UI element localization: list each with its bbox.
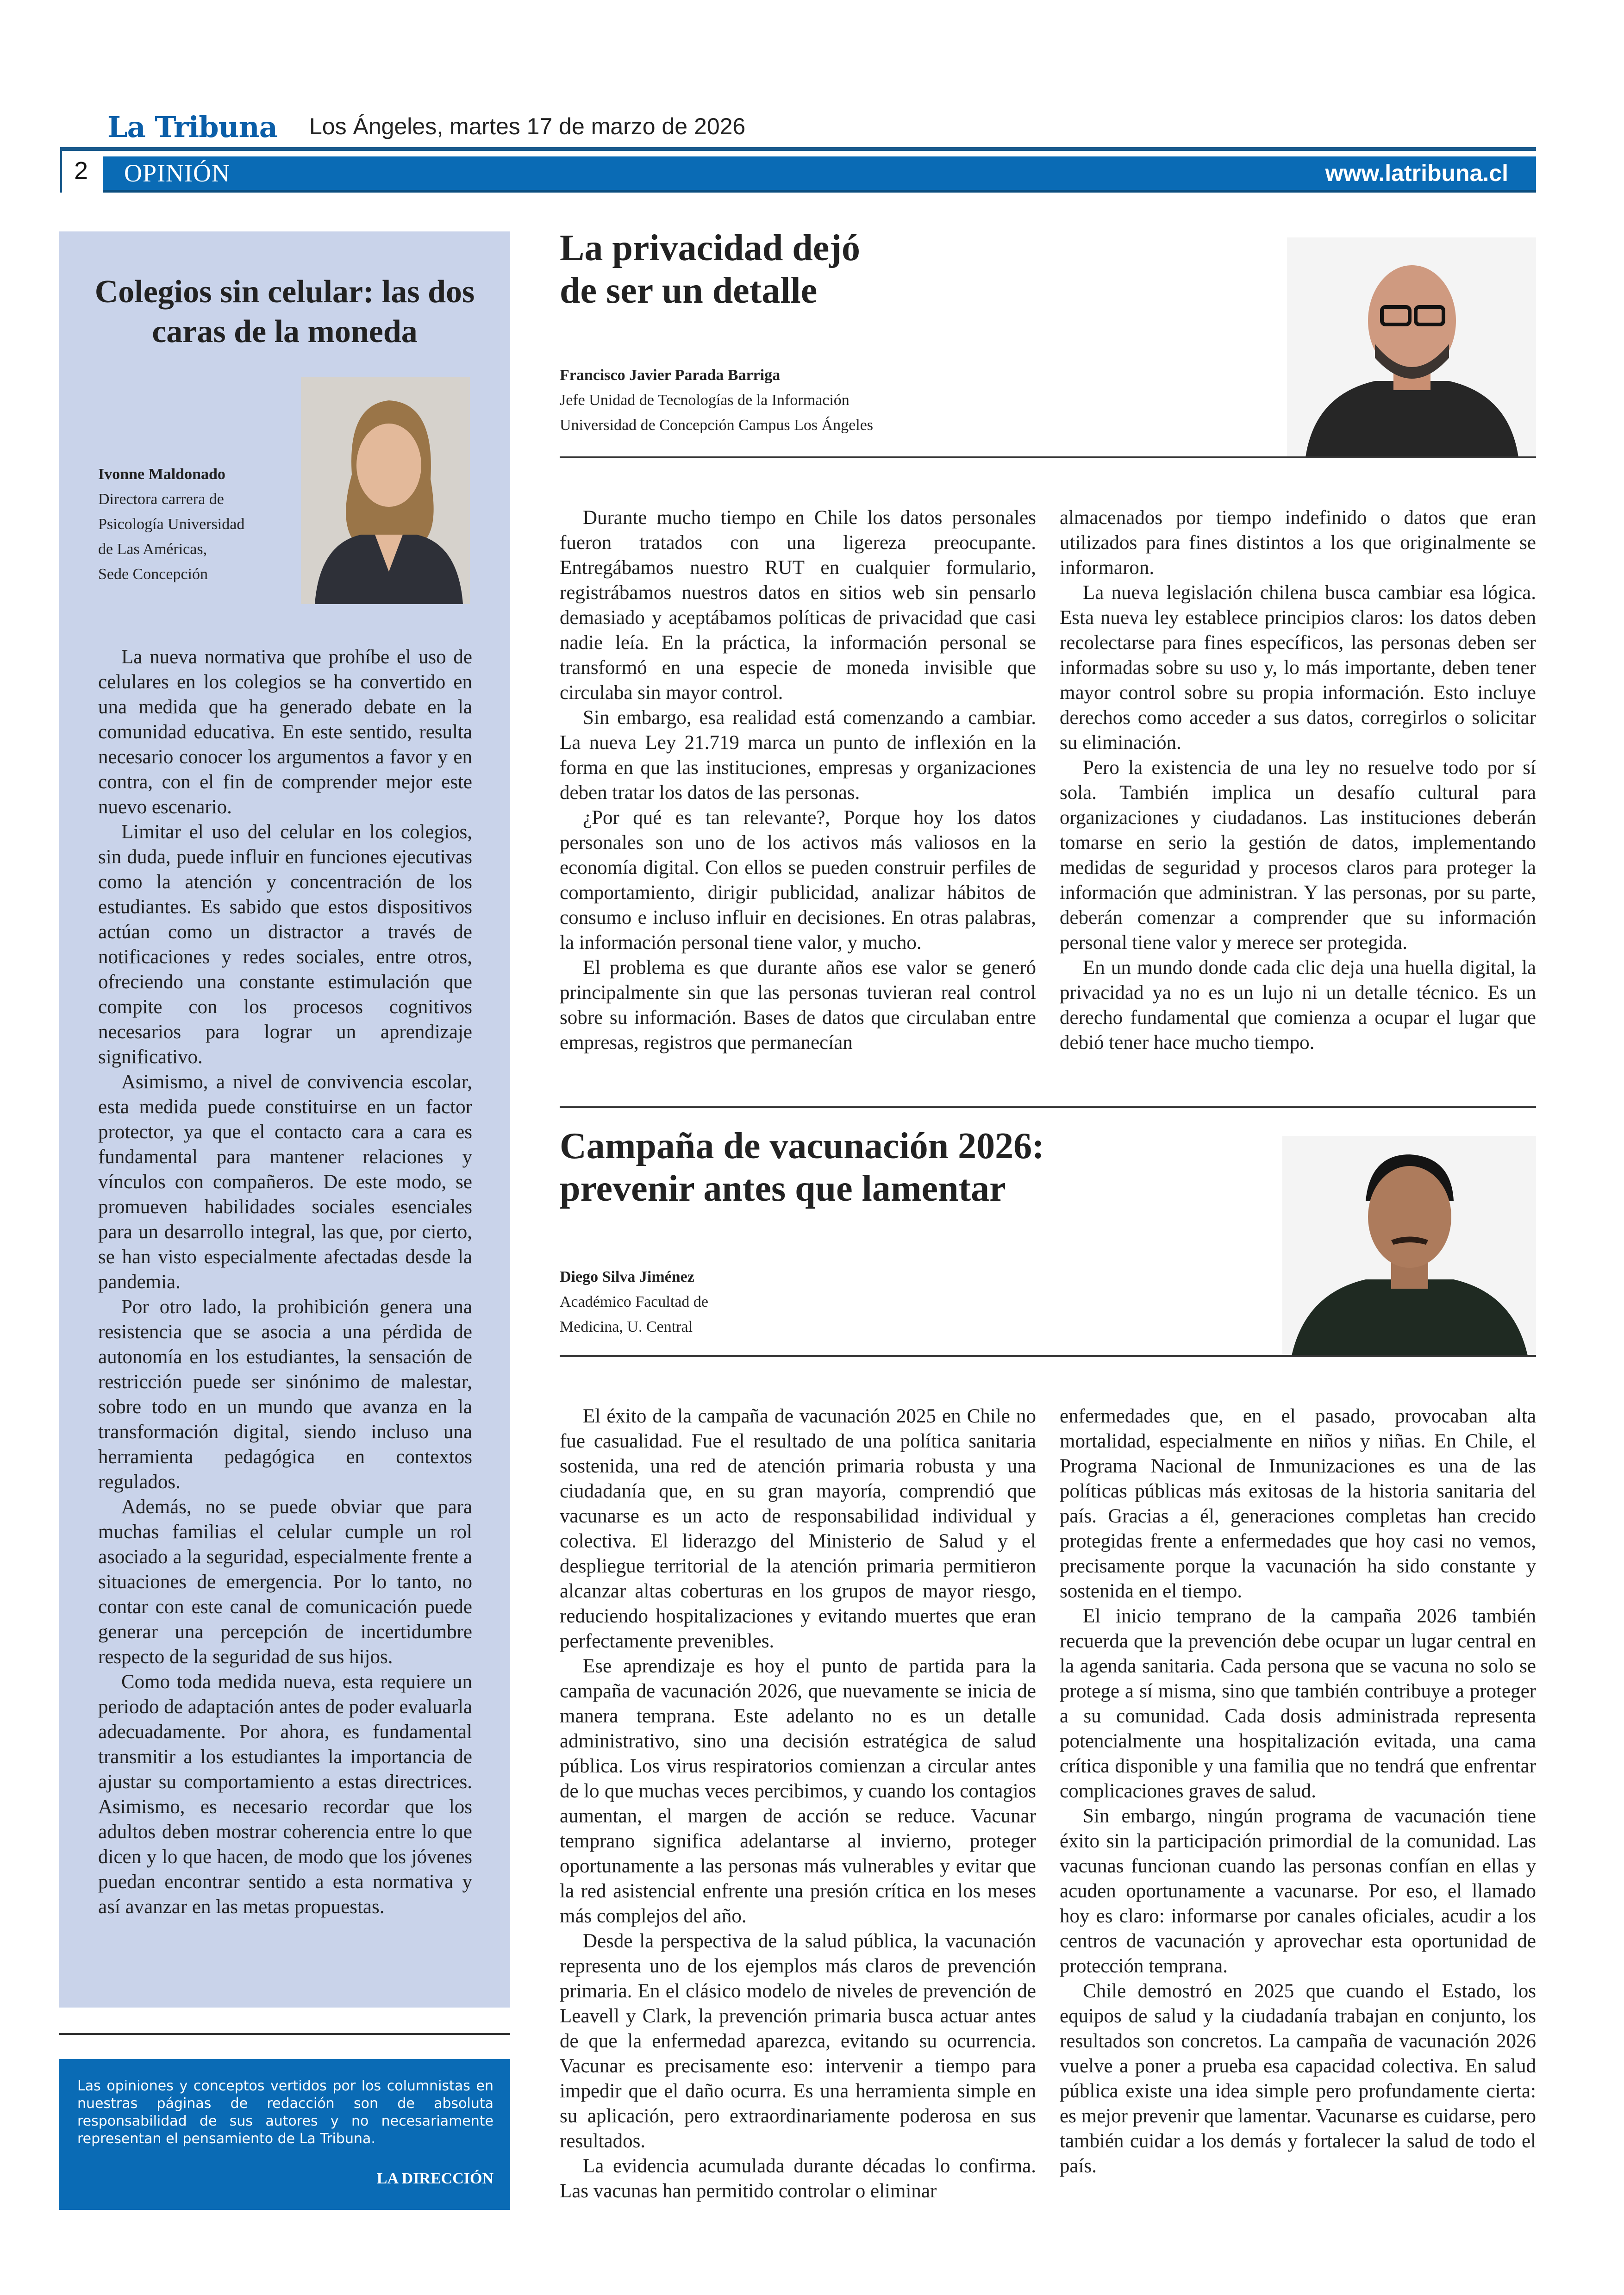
divider xyxy=(59,2033,510,2035)
author-role-line: Académico Facultad de xyxy=(560,1293,708,1310)
paragraph: Ese aprendizaje es hoy el punto de partida para la campaña de vacunación 2026, que nuevamente se inicia de manera temprana. Este adelanto no es un detalle administrativo, sino una decisión estratégica de salud pública. Los virus respiratorios comienzan a circular antes de lo que muchas veces percibimos, y cuando los contagios aumentan, el margen de acción se reduce. Vacunar temprano significa adelantarse al invierno, proteger oportunamente a las personas más vulnerables y evitar que la red asistencial enfrente una presión crítica en los meses más complejos del año. xyxy=(560,1655,1036,1927)
paragraph: Asimismo, a nivel de convivencia escolar, esta medida puede constituirse en un factor protector, ya que el contacto cara a cara es fundamental para mantener relaciones y vínculos con compañeros. De este modo, se promueven habilidades sociales esenciales para un desarrollo integral, las que, por cierto, se han visto especialmente afectadas desde la pandemia. xyxy=(98,1071,472,1293)
newspaper-logo: La Tribuna xyxy=(107,110,277,144)
section-bar xyxy=(103,156,1536,193)
paragraph: Como toda medida nueva, esta requiere un periodo de adaptación antes de poder evaluarla adecuadamente. Por ahora, es fundamental transmitir a los estudiantes la importancia de ajustar su comportamiento a estas directrices. Asimismo, es necesario recordar que los adultos deben mostrar coherencia entre lo que dicen y lo que hacen, de modo que los jóvenes puedan encontrar sentido a esta normativa y así avanzar en las metas propuestas. xyxy=(98,1671,472,1918)
author-name: Francisco Javier Parada Barriga xyxy=(560,367,781,384)
article1-title xyxy=(560,227,1254,312)
left-author-block xyxy=(98,462,302,587)
paragraph: La nueva normativa que prohíbe el uso de celulares en los colegios se ha convertido en una medida que ha generado debate en la comunidad educativa. En este sentido, resulta necesario conocer los argumentos a favor y en contra, con el fin de comprender mejor este nuevo escenario. xyxy=(98,646,472,818)
left-article-title: Colegios sin celular: las dos caras de la moneda xyxy=(94,274,475,349)
author-role-line: Psicología Universidad xyxy=(98,516,245,533)
author-role-line: Jefe Unidad de Tecnologías de la Información xyxy=(560,392,849,409)
paragraph: Sin embargo, ningún programa de vacunación tiene éxito sin la participación primordial de la comunidad. Las vacunas funcionan cuando las personas confían en ellas y acuden oportunamente a vacunarse. Por eso, el llamado hoy es claro: informarse por canales oficiales, acudir a los centros de vacunación y aprovechar esta oportunidad de protección temprana. xyxy=(1060,1805,1536,1977)
disclaimer-box xyxy=(59,2059,510,2210)
left-article-body xyxy=(98,645,472,1920)
author-name: Ivonne Maldonado xyxy=(98,466,225,483)
section-label: OPINIÓN xyxy=(124,159,230,187)
article2-title xyxy=(560,1125,1300,1210)
divider xyxy=(560,1355,1536,1357)
article2-body xyxy=(560,1404,1536,2204)
author-photo-francisco xyxy=(1287,237,1536,457)
author-name: Diego Silva Jiménez xyxy=(560,1268,694,1285)
paragraph: ¿Por qué es tan relevante?, Porque hoy los datos personales son uno de los activos más valiosos en la economía digital. Con ellos se pueden construir perfiles de comportamiento, dirigir publicidad, analizar hábitos de consumo e incluso influir en decisiones. En otras palabras, la información personal tiene valor, y mucho. xyxy=(560,807,1036,954)
paragraph: Sin embargo, esa realidad está comenzando a cambiar. La nueva Ley 21.719 marca un punto de inflexión en la forma en que las instituciones, empresas y organizaciones deben tratar los datos de las personas. xyxy=(560,707,1036,804)
disclaimer-signature: LA DIRECCIÓN xyxy=(376,2170,493,2187)
paragraph: Desde la perspectiva de la salud pública, la vacunación representa uno de los ejemplos más claros de prevención primaria. En el clásico modelo de niveles de prevención de Leavell y Clark, la prevención primaria busca actuar antes de que la enfermedad aparezca, evitando su ocurrencia. Vacunar es precisamente eso: intervenir a tiempo para impedir que el daño ocurra. Es una herramienta simple en su aplicación, pero extraordinariamente poderosa en sus resultados. xyxy=(560,1930,1036,2152)
article1-body xyxy=(560,505,1536,1055)
author-role-line: Directora carrera de xyxy=(98,491,224,508)
article2-column-1 xyxy=(560,1404,1036,2204)
article2-author-block xyxy=(560,1265,930,1340)
article1-column-2 xyxy=(1060,505,1536,1055)
paragraph: enfermedades que, en el pasado, provocaban alta mortalidad, especialmente en niños y niñas. En Chile, el Programa Nacional de Inmunizaciones es una de las políticas públicas más exitosas de la historia sanitaria del país. Gracias a él, generaciones completas han crecido protegidas frente a enfermedades que hoy casi no vemos, precisamente porque la vacunación ha sido constante y sostenida en el tiempo. xyxy=(1060,1405,1536,1602)
author-role-line: Medicina, U. Central xyxy=(560,1318,693,1335)
author-photo-diego xyxy=(1282,1136,1536,1356)
paragraph: La nueva legislación chilena busca cambiar esa lógica. Esta nueva ley establece principios claros: los datos deben recolectarse para fines específicos, las personas deben ser informadas sobre su uso y, lo más importante, deben tener mayor control sobre su propia información. Esto incluye derechos como acceder a sus datos, corregirlos o solicitar su eliminación. xyxy=(1060,582,1536,754)
author-role-line: Sede Concepción xyxy=(98,566,208,583)
paragraph: El problema es que durante años ese valor se generó principalmente sin que las personas tuvieran real control sobre su información. Bases de datos que circulaban entre empresas, registros que permanecían xyxy=(560,957,1036,1054)
paragraph: Durante mucho tiempo en Chile los datos personales fueron tratados con una ligereza preocupante. Entregábamos nuestro RUT en cualquier formulario, registrábamos nuestros datos en sitios web sin pensarlo demasiado y aceptábamos políticas de privacidad que casi nadie leía. En la práctica, la información personal se transformó en una especie de moneda invisible que circulaba sin mayor control. xyxy=(560,507,1036,704)
title-line: prevenir antes que lamentar xyxy=(560,1168,1006,1209)
paragraph: El inicio temprano de la campaña 2026 también recuerda que la prevención debe ocupar un lugar central en la agenda sanitaria. Cada persona que se vacuna no solo se protege a sí misma, sino que también contribuye a proteger a su comunidad. Cada dosis administrada representa potencialmente una hospitalización evitada, una cama crítica disponible y una familia que no tendrá que enfrentar complicaciones graves de salud. xyxy=(1060,1605,1536,1802)
page-number-divider xyxy=(60,151,62,193)
paragraph: Limitar el uso del celular en los colegios, sin duda, puede influir en funciones ejecutivas como la atención y concentración de los estudiantes. Es sabido que estos dispositivos actúan como un distractor a través de notificaciones y redes sociales, entre otros, ofreciendo una constante estimulación que compite con los procesos cognitivos necesarios para lograr un aprendizaje significativo. xyxy=(98,821,472,1068)
page-number: 2 xyxy=(74,157,88,185)
author-portrait-icon xyxy=(301,377,470,604)
website-link[interactable]: www.latribuna.cl xyxy=(1325,160,1508,186)
author-portrait-icon xyxy=(1282,1136,1536,1356)
title-line: La privacidad dejó xyxy=(560,228,860,268)
divider xyxy=(560,456,1536,458)
paragraph: Por otro lado, la prohibición genera una resistencia que se asocia a una pérdida de autonomía en los estudiantes, la sensación de restricción puede ser sinónimo de malestar, sobre todo en un mundo que avanza en la transformación digital, siendo incluso una herramienta pedagógica en contextos regulados. xyxy=(98,1296,472,1493)
author-photo-ivonne xyxy=(301,377,470,604)
paragraph: La evidencia acumulada durante décadas lo confirma. Las vacunas han permitido controlar o eliminar xyxy=(560,2155,1036,2202)
author-role-line: de Las Américas, xyxy=(98,541,207,558)
title-line: Campaña de vacunación 2026: xyxy=(560,1126,1044,1166)
paragraph: Además, no se puede obviar que para muchas familias el celular cumple un rol asociado a la seguridad, especialmente frente a situaciones de emergencia. Por lo tanto, no contar con este canal de comunicación puede generar una percepción de incertidumbre respecto de la seguridad de sus hijos. xyxy=(98,1496,472,1668)
article1-column-1 xyxy=(560,505,1036,1055)
dateline: Los Ángeles, martes 17 de marzo de 2026 xyxy=(309,113,746,139)
article1-author-block xyxy=(560,363,1254,438)
header-divider xyxy=(60,147,1536,151)
author-portrait-icon xyxy=(1287,237,1536,457)
paragraph: Pero la existencia de una ley no resuelve todo por sí sola. También implica un desafío cultural para organizaciones y ciudadanos. Las instituciones deberán tomarse en serio la gestión de datos, implementando medidas de seguridad y procesos claros para proteger la información que administran. Y las personas, por su parte, deberán comenzar a comprender que su información personal tiene valor y merece ser protegida. xyxy=(1060,757,1536,954)
disclaimer-text: Las opiniones y conceptos vertidos por los columnistas en nuestras páginas de redacción son de absoluta responsabilidad de sus autores y no necesariamente representan el pensamiento de La Tribuna. xyxy=(77,2078,493,2147)
paragraph: Chile demostró en 2025 que cuando el Estado, los equipos de salud y la ciudadanía trabajan en conjunto, los resultados son concretos. La campaña de vacunación 2026 vuelve a poner a prueba esa capacidad colectiva. En salud pública existe una idea simple pero profundamente cierta: es mejor prevenir que lamentar. Vacunarse es cuidarse, pero también cuidar a los demás y fortalecer la salud de todo el país. xyxy=(1060,1980,1536,2177)
paragraph: En un mundo donde cada clic deja una huella digital, la privacidad ya no es un lujo ni un detalle técnico. Es un derecho fundamental que comienza a ocupar el lugar que debió tener hace mucho tiempo. xyxy=(1060,957,1536,1054)
paragraph: El éxito de la campaña de vacunación 2025 en Chile no fue casualidad. Fue el resultado de una política sanitaria sostenida, una red de atención primaria robusta y una ciudadanía que, en su gran mayoría, comprendió que vacunarse es un acto de responsabilidad individual y colectiva. El liderazgo del Ministerio de Salud y el despliegue territorial de la atención primaria permitieron alcanzar altas coberturas en los grupos de mayor riesgo, reduciendo hospitalizaciones y evitando muertes que eran perfectamente prevenibles. xyxy=(560,1405,1036,1652)
paragraph: almacenados por tiempo indefinido o datos que eran utilizados para fines distintos a los que originalmente se informaron. xyxy=(1060,507,1536,579)
article2-column-2 xyxy=(1060,1404,1536,2204)
author-role-line: Universidad de Concepción Campus Los Ángeles xyxy=(560,417,874,434)
divider xyxy=(560,1106,1536,1108)
title-line: de ser un detalle xyxy=(560,270,818,311)
